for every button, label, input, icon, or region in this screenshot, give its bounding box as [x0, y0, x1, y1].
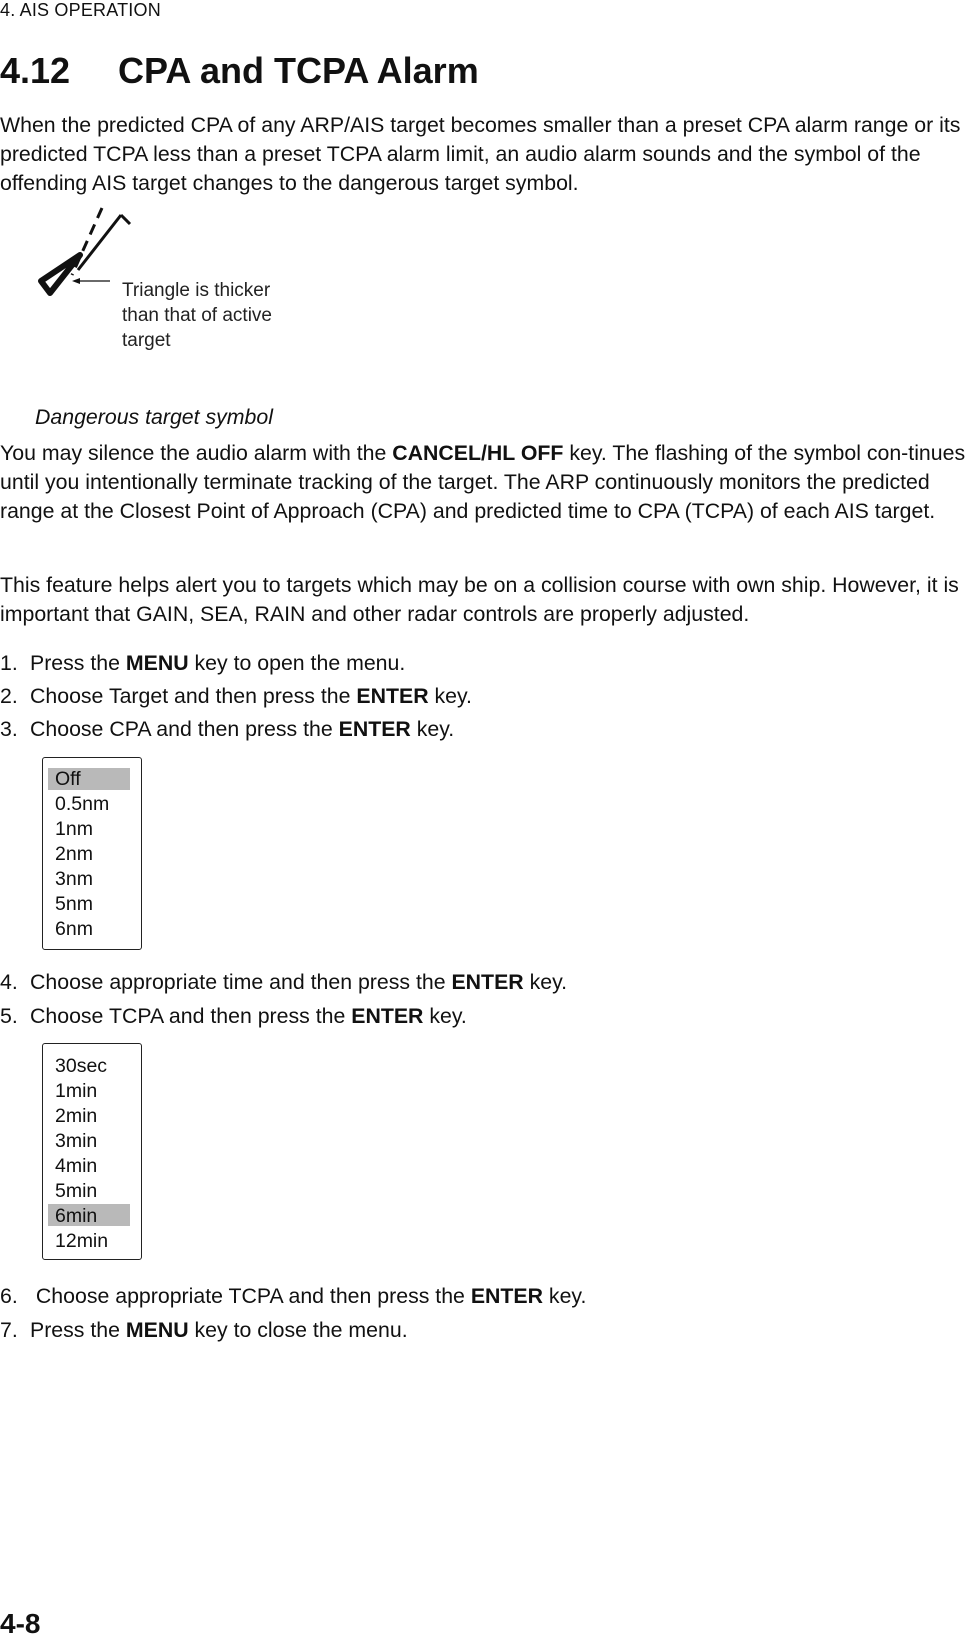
step-number: 4.	[0, 970, 18, 994]
step-text: Choose TCPA and then press the	[30, 1004, 352, 1028]
procedure-step	[0, 651, 405, 676]
intro-paragraph: When the predicted CPA of any ARP/AIS target becomes smaller than a preset CPA alarm range or its predicted TCPA less than a preset TCPA alarm limit, an audio alarm sounds and the symbol of the offending AIS target changes to the dangerous target symbol.	[0, 113, 961, 195]
step-text: key to close the menu.	[188, 1318, 408, 1342]
step-text: Choose appropriate TCPA and then press the	[30, 1284, 471, 1308]
feature-note-paragraph: This feature helps alert you to targets which may be on a collision course with own ship. However, it is important that GAIN, SEA, RAIN and other radar controls are properly adjusted.	[0, 573, 959, 626]
step-text: Choose CPA and then press the	[30, 717, 339, 741]
figure-caption: Dangerous target symbol	[35, 405, 273, 429]
figure-callout	[122, 278, 272, 353]
procedure-step	[0, 1004, 467, 1029]
procedure-step	[0, 684, 472, 709]
menu-option[interactable]: 6nm	[55, 918, 93, 940]
key-name: ENTER	[338, 717, 411, 741]
menu-option[interactable]: Off	[55, 768, 81, 790]
step-text: key.	[543, 1284, 587, 1308]
tcpa-time-menu	[42, 1043, 142, 1260]
callout-line: than that of active	[122, 305, 272, 326]
para-text: You may silence the audio alarm with the	[0, 441, 393, 465]
menu-option[interactable]: 1nm	[55, 818, 93, 840]
step-number: 6.	[0, 1284, 18, 1308]
section-title	[0, 50, 479, 92]
cpa-range-menu	[42, 757, 142, 950]
step-text: key.	[523, 970, 568, 994]
key-name: ENTER	[356, 684, 429, 708]
procedure-step	[0, 970, 567, 995]
procedure-step	[0, 1284, 586, 1309]
step-text: Press the	[30, 1318, 126, 1342]
para-text: key. The flashing of the symbol con-tinues until you intentionally terminate tracking of the target. The ARP continuously monitors the predicted range at the Closest Point of Approach (CPA) and predicted time to CPA (TCPA) of each AIS target.	[0, 441, 966, 523]
step-text: key.	[410, 717, 455, 741]
silence-alarm-paragraph	[0, 439, 970, 526]
step-text: Press the	[30, 651, 126, 675]
section-title-text: CPA and TCPA Alarm	[118, 50, 479, 91]
menu-option[interactable]: 5min	[55, 1180, 98, 1202]
step-text: key to open the menu.	[188, 651, 406, 675]
step-text: key.	[423, 1004, 467, 1028]
key-name: ENTER	[451, 970, 524, 994]
menu-option[interactable]: 3nm	[55, 868, 93, 890]
menu-option[interactable]: 2min	[55, 1105, 98, 1127]
step-number: 7.	[0, 1318, 18, 1342]
menu-option[interactable]: 30sec	[55, 1055, 108, 1077]
section-number: 4.12	[0, 50, 71, 91]
key-name: MENU	[125, 1318, 189, 1342]
step-number: 2.	[0, 684, 18, 708]
menu-option[interactable]: 2nm	[55, 843, 93, 865]
page-number: 4-8	[0, 1608, 41, 1639]
menu-option[interactable]: 0.5nm	[55, 793, 110, 815]
key-name: ENTER	[470, 1284, 543, 1308]
step-text: key.	[428, 684, 472, 708]
menu-option[interactable]: 1min	[55, 1080, 98, 1102]
procedure-step	[0, 1318, 408, 1343]
procedure-step	[0, 717, 454, 742]
key-name: MENU	[125, 651, 189, 675]
step-number: 1.	[0, 651, 18, 675]
callout-line: target	[122, 330, 171, 351]
callout-line: Triangle is thicker	[122, 280, 271, 301]
menu-option[interactable]: 5nm	[55, 893, 93, 915]
step-number: 3.	[0, 717, 18, 741]
step-number: 5.	[0, 1004, 18, 1028]
menu-option[interactable]: 12min	[55, 1230, 109, 1252]
running-header: 4. AIS OPERATION	[0, 0, 161, 20]
step-text: Choose appropriate time and then press the	[30, 970, 452, 994]
key-name: CANCEL/HL OFF	[392, 441, 564, 465]
menu-option[interactable]: 3min	[55, 1130, 98, 1152]
key-name: ENTER	[351, 1004, 424, 1028]
menu-option[interactable]: 4min	[55, 1155, 98, 1177]
step-text: Choose Target and then press the	[30, 684, 357, 708]
menu-option[interactable]: 6min	[55, 1205, 98, 1227]
